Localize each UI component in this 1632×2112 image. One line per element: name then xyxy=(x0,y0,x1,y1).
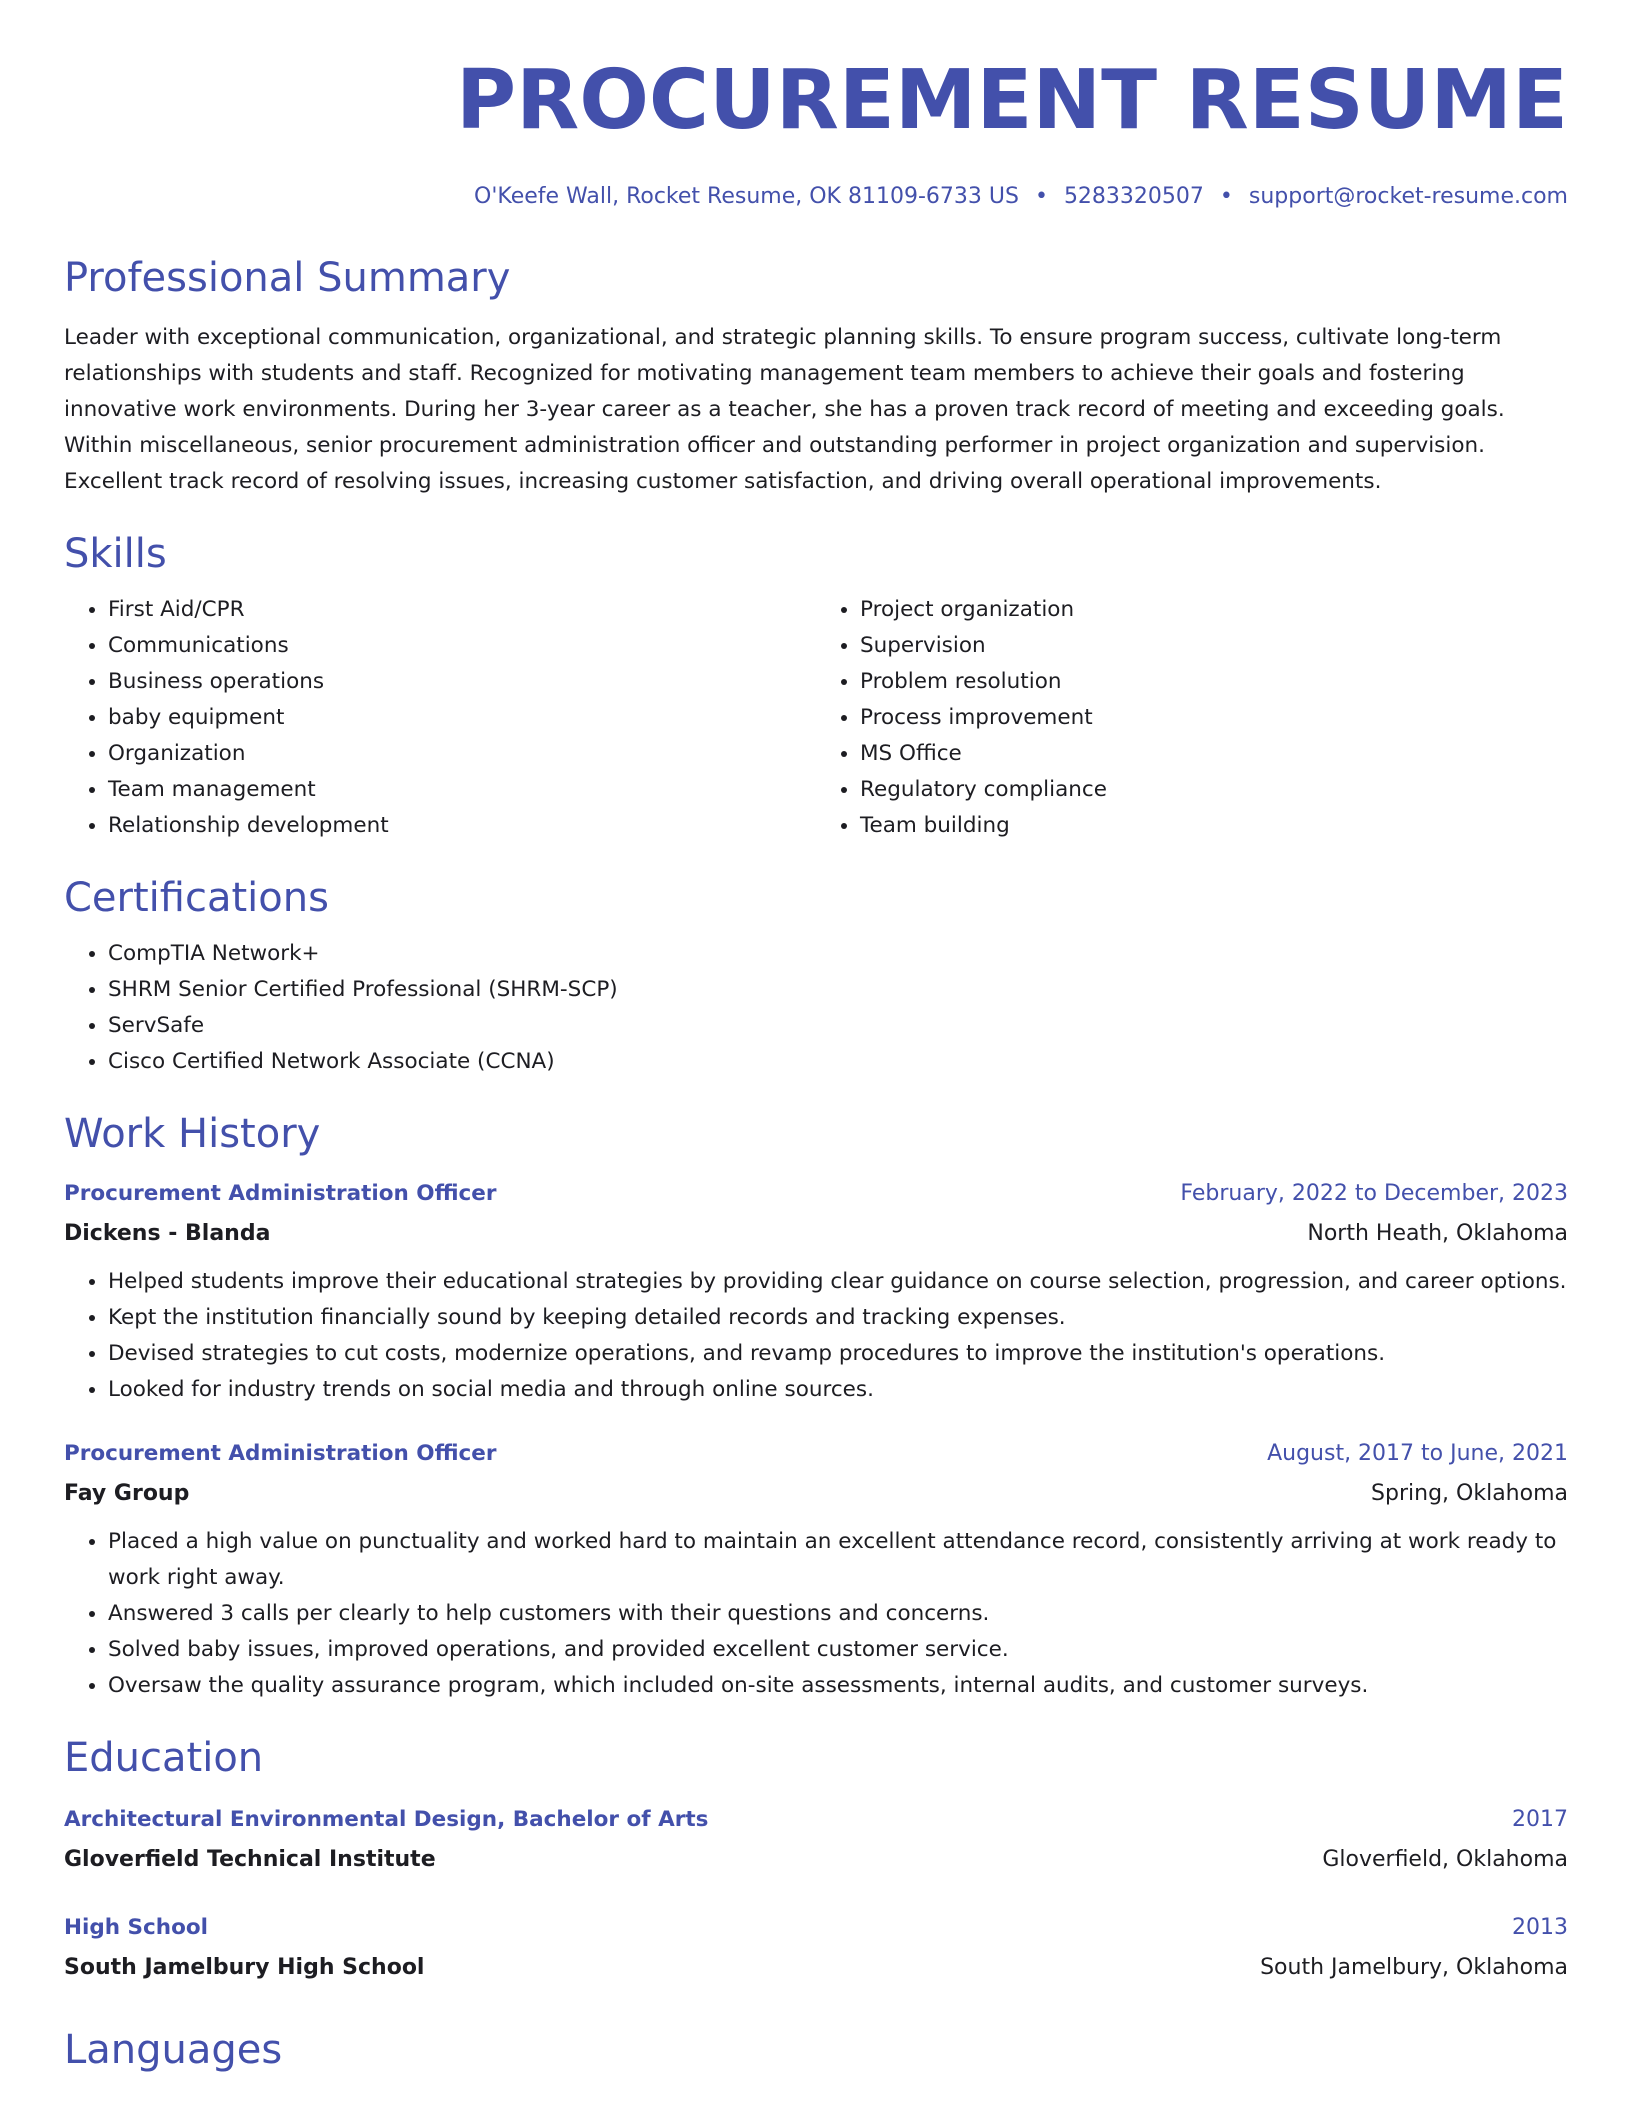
skill-item: • First Aid/CPR xyxy=(108,592,816,628)
work-history-section xyxy=(64,1111,1568,1704)
skills-columns xyxy=(64,592,1568,844)
skill-item: • Team management xyxy=(108,772,816,808)
job-dates: February, 2022 to December, 2023 xyxy=(1180,1181,1568,1206)
job-bullet: • Solved baby issues, improved operations, and provided excellent customer service. xyxy=(108,1632,1568,1668)
job-company: Fay Group xyxy=(64,1481,190,1506)
certification-item: • SHRM Senior Certified Professional (SHRM-SCP) xyxy=(108,972,1568,1008)
job-company: Dickens - Blanda xyxy=(64,1221,271,1246)
job-bullets xyxy=(64,1524,1568,1704)
languages-heading: Languages xyxy=(64,2027,283,2073)
certifications-section xyxy=(64,875,1568,1080)
job-bullet: • Answered 3 calls per clearly to help customers with their questions and concerns. xyxy=(108,1596,1568,1632)
skill-item: • Problem resolution xyxy=(860,664,1568,700)
contact-phone: 5283320507 xyxy=(1063,184,1204,209)
certifications-list xyxy=(64,936,1568,1080)
skills-list-right xyxy=(816,592,1568,844)
job-title: Procurement Administration Officer xyxy=(64,1441,497,1466)
job-entry xyxy=(64,1174,1568,1408)
education-school: Gloverfield Technical Institute xyxy=(64,1847,436,1872)
skill-item: • Organization xyxy=(108,736,816,772)
job-bullet: • Oversaw the quality assurance program, which included on-site assessments, internal audits, and customer surveys. xyxy=(108,1668,1568,1704)
education-heading: Education xyxy=(64,1735,264,1781)
job-bullet: • Placed a high value on punctuality and worked hard to maintain an excellent attendance record, consistently arriving at work ready to work right away. xyxy=(108,1524,1568,1596)
contact-line xyxy=(64,184,1568,214)
contact-email: support@rocket-resume.com xyxy=(1248,184,1568,209)
education-degree: Architectural Environmental Design, Bachelor of Arts xyxy=(64,1807,709,1832)
skills-heading: Skills xyxy=(64,531,167,577)
education-degree: High School xyxy=(64,1915,208,1940)
education-school: South Jamelbury High School xyxy=(64,1955,425,1980)
certification-item: • CompTIA Network+ xyxy=(108,936,1568,972)
skill-item: • baby equipment xyxy=(108,700,816,736)
skill-item: • Supervision xyxy=(860,628,1568,664)
education-location: Gloverfield, Oklahoma xyxy=(1322,1847,1568,1872)
summary-section xyxy=(64,255,1568,500)
skill-item: • MS Office xyxy=(860,736,1568,772)
languages-section xyxy=(64,2027,1568,2073)
education-entry xyxy=(64,1908,1568,1988)
certification-item: • Cisco Certified Network Associate (CCNA) xyxy=(108,1044,1568,1080)
summary-heading: Professional Summary xyxy=(64,255,511,301)
certifications-heading: Certifications xyxy=(64,875,329,921)
education-year: 2017 xyxy=(1512,1807,1568,1832)
contact-separator: • xyxy=(1034,184,1048,209)
skill-item: • Process improvement xyxy=(860,700,1568,736)
job-location: North Heath, Oklahoma xyxy=(1307,1221,1568,1246)
resume-title: PROCUREMENT RESUME xyxy=(455,53,1568,148)
skills-list-left xyxy=(64,592,816,844)
education-year: 2013 xyxy=(1512,1915,1568,1940)
contact-separator: • xyxy=(1219,184,1233,209)
education-location: South Jamelbury, Oklahoma xyxy=(1260,1955,1568,1980)
job-location: Spring, Oklahoma xyxy=(1371,1481,1568,1506)
skill-item: • Business operations xyxy=(108,664,816,700)
skill-item: • Communications xyxy=(108,628,816,664)
skill-item: • Regulatory compliance xyxy=(860,772,1568,808)
skill-item: • Team building xyxy=(860,808,1568,844)
job-bullet: • Helped students improve their educational strategies by providing clear guidance on course selection, progression, and career options. xyxy=(108,1264,1568,1300)
job-bullets xyxy=(64,1264,1568,1408)
skills-section xyxy=(64,531,1568,844)
education-entry xyxy=(64,1800,1568,1880)
job-entry xyxy=(64,1434,1568,1704)
summary-text: Leader with exceptional communication, organizational, and strategic planning skills. To ensure program success, cultivate long-term relationships with students and staff. Recognized for motivating management team members to achieve their goals and fostering innovative work environments. During her 3-year career as a teacher, she has a proven track record of meeting and exceeding goals. Within miscellaneous, senior procurement administration officer and outstanding performer in project organization and supervision. Excellent track record of resolving issues, increasing customer satisfaction, and driving overall operational improvements. xyxy=(64,325,1505,494)
skill-item: • Project organization xyxy=(860,592,1568,628)
education-section xyxy=(64,1735,1568,1988)
job-title: Procurement Administration Officer xyxy=(64,1181,497,1206)
skill-item: • Relationship development xyxy=(108,808,816,844)
job-bullet: • Looked for industry trends on social media and through online sources. xyxy=(108,1372,1568,1408)
certification-item: • ServSafe xyxy=(108,1008,1568,1044)
contact-address: O'Keefe Wall, Rocket Resume, OK 81109-6733 US xyxy=(474,184,1019,209)
job-dates: August, 2017 to June, 2021 xyxy=(1267,1441,1568,1466)
work-history-heading: Work History xyxy=(64,1111,321,1157)
job-bullet: • Kept the institution financially sound by keeping detailed records and tracking expenses. xyxy=(108,1300,1568,1336)
job-bullet: • Devised strategies to cut costs, modernize operations, and revamp procedures to improve the institution's operations. xyxy=(108,1336,1568,1372)
